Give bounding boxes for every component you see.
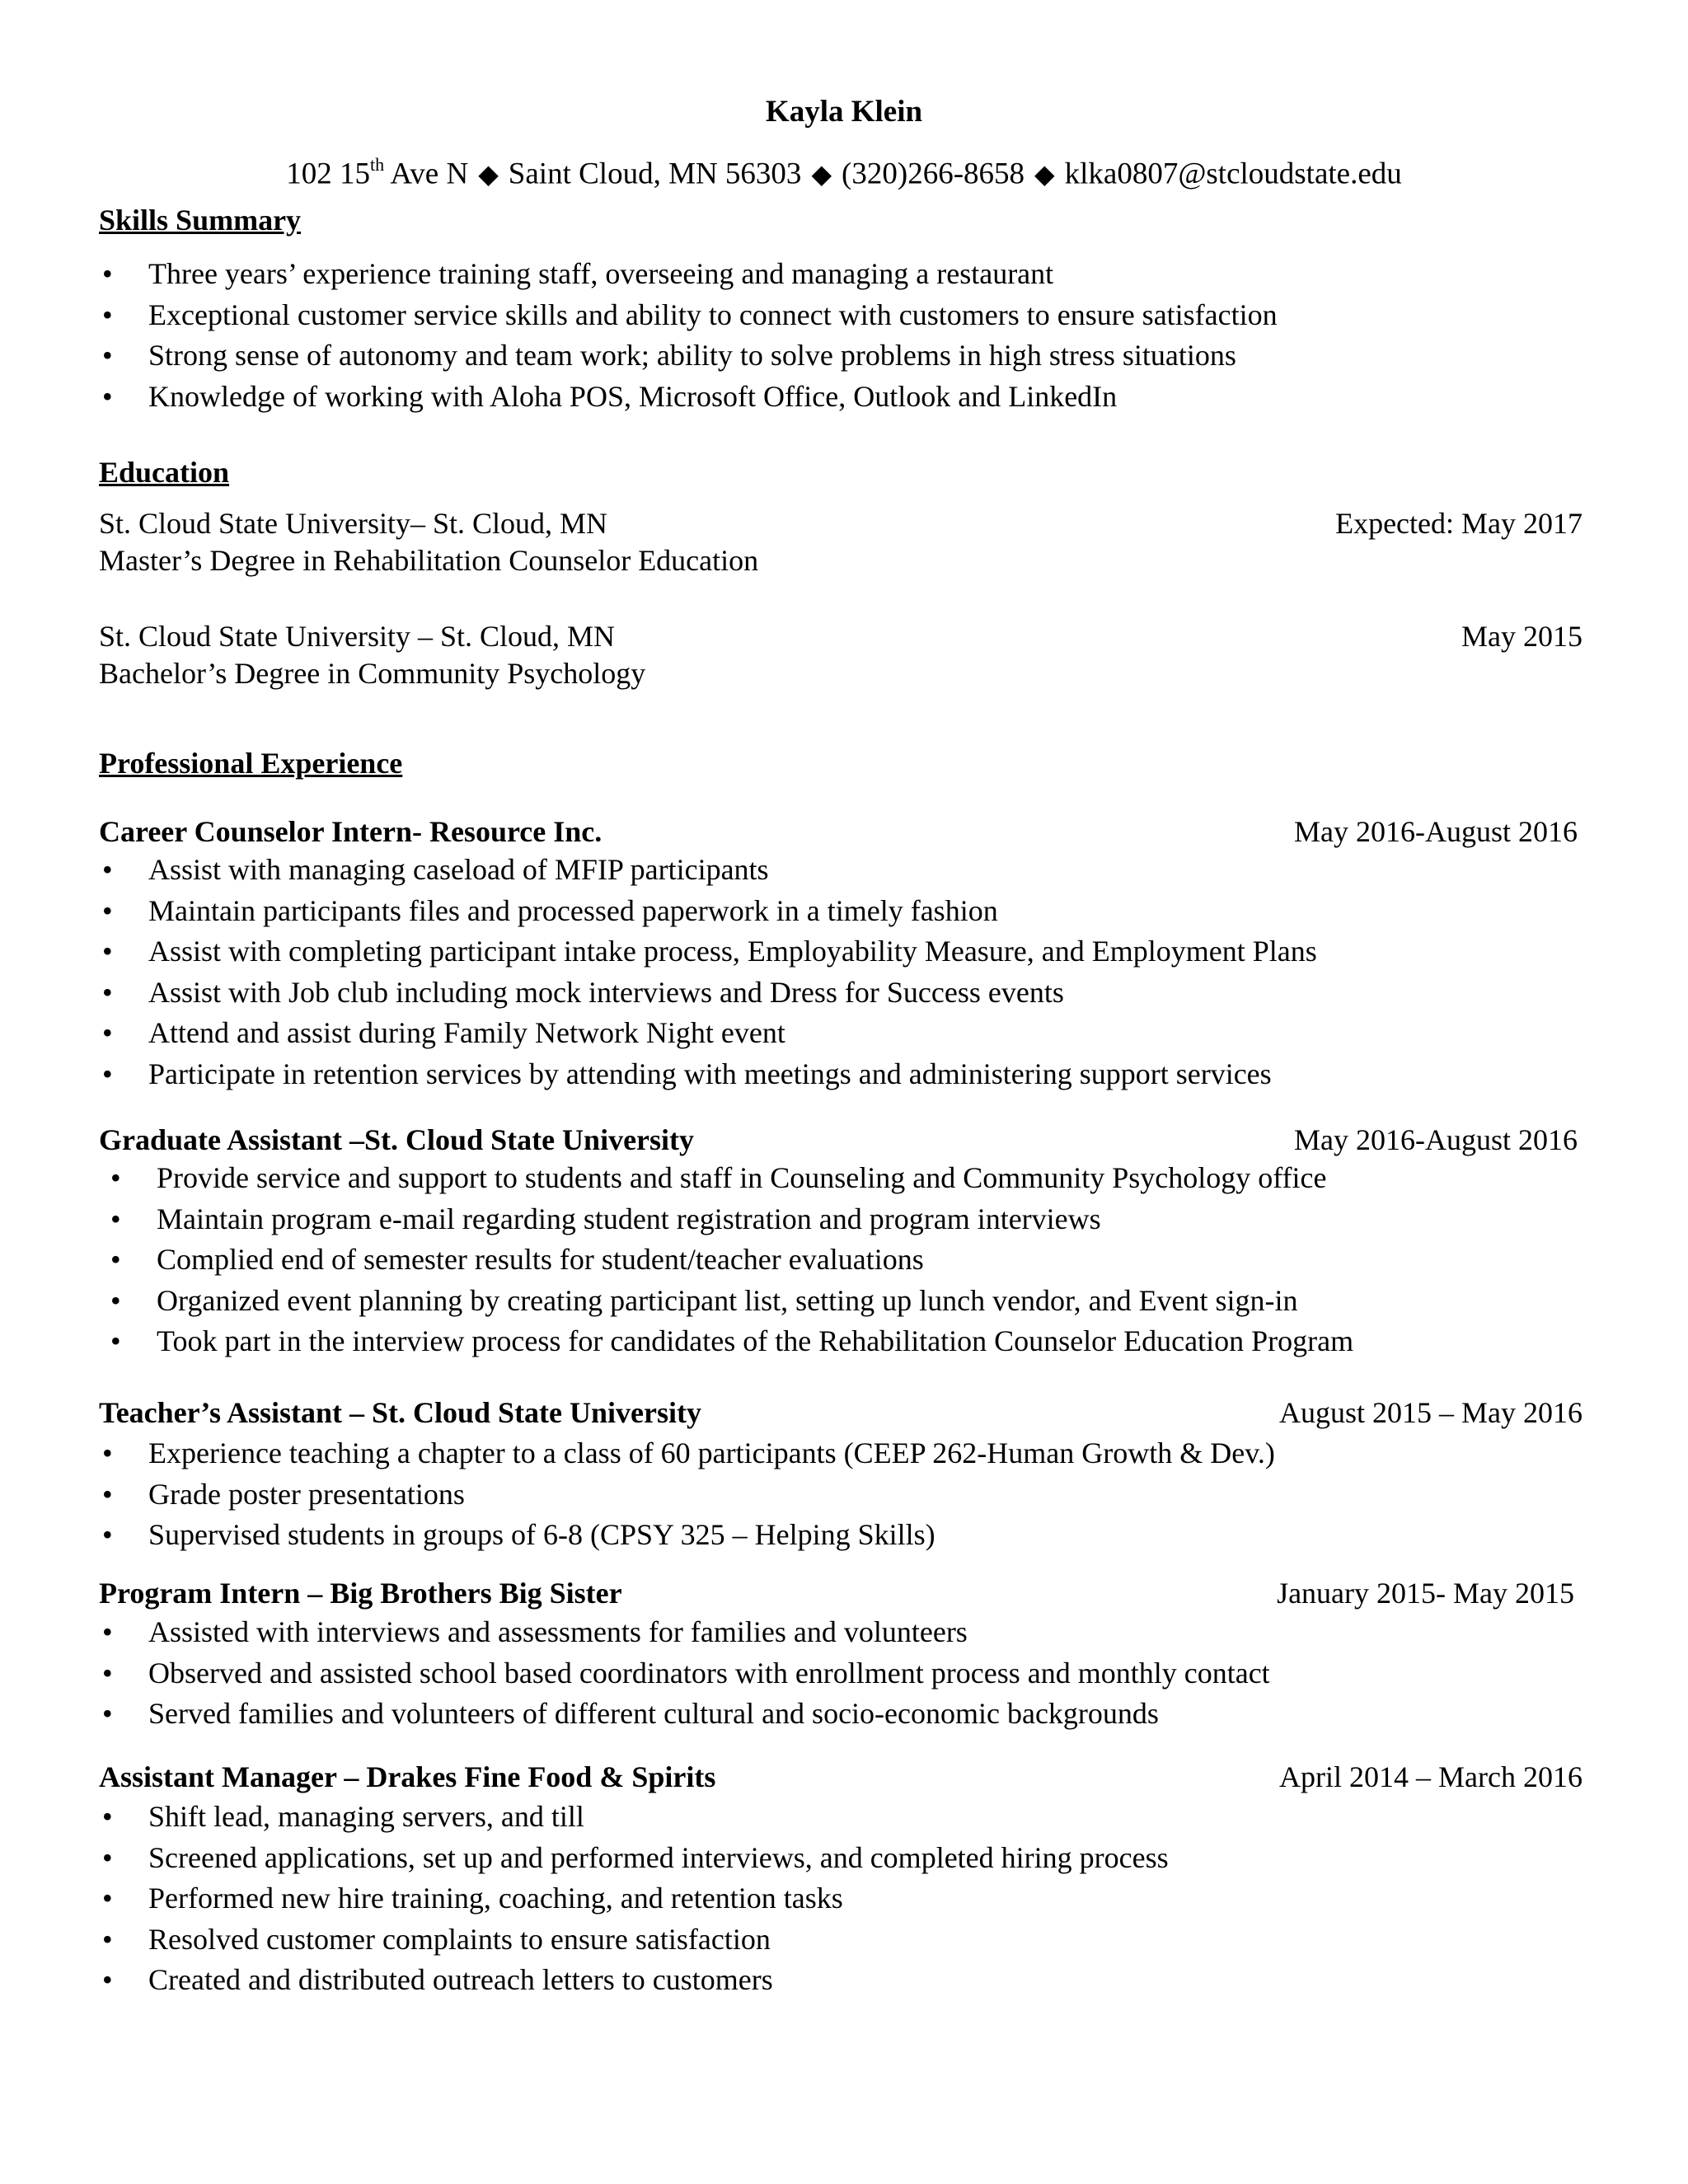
list-item: • Created and distributed outreach letters to customers <box>99 1961 1169 2003</box>
education-date: Expected: May 2017 <box>1335 507 1582 540</box>
address-city: Saint Cloud, MN 56303 <box>508 157 802 191</box>
contact-line <box>0 148 1688 192</box>
job-duties-list <box>99 1614 1270 1736</box>
job-title: Program Intern – Big Brothers Big Sister <box>99 1577 622 1610</box>
job-duties-list <box>99 1435 1275 1558</box>
address-number: 102 15 <box>286 157 370 191</box>
diamond-separator-icon: ◆ <box>1034 159 1055 190</box>
job-date: May 2016-August 2016 <box>1294 815 1578 848</box>
list-item: • Knowledge of working with Aloha POS, Microsoft Office, Outlook and LinkedIn <box>99 378 1278 419</box>
list-item: • Organized event planning by creating participant list, setting up lunch vendor, and Event sign-in <box>99 1282 1353 1324</box>
address-street: Ave N <box>384 157 469 191</box>
job-duties-list <box>99 1798 1169 2003</box>
list-item: • Supervised students in groups of 6-8 (CPSY 325 – Helping Skills) <box>99 1516 1275 1558</box>
list-item: • Resolved customer complaints to ensure satisfaction <box>99 1921 1169 1962</box>
job-title: Graduate Assistant –St. Cloud State University <box>99 1123 695 1156</box>
list-item: • Assisted with interviews and assessments for families and volunteers <box>99 1614 1270 1655</box>
job-date: April 2014 – March 2016 <box>1279 1760 1582 1793</box>
email-address: klka0807@stcloudstate.edu <box>1064 157 1402 191</box>
education-date: May 2015 <box>1461 620 1582 653</box>
list-item: • Exceptional customer service skills and ability to connect with customers to ensure satisfaction <box>99 297 1278 338</box>
candidate-name: Kayla Klein <box>765 95 923 129</box>
job-date: May 2016-August 2016 <box>1294 1123 1578 1156</box>
list-item: • Observed and assisted school based coordinators with enrollment process and monthly contact <box>99 1655 1270 1696</box>
list-item: • Screened applications, set up and performed interviews, and completed hiring process <box>99 1840 1169 1881</box>
education-degree: Master’s Degree in Rehabilitation Counselor Education <box>99 544 759 577</box>
list-item: • Experience teaching a chapter to a class of 60 participants (CEEP 262-Human Growth & Dev.) <box>99 1435 1275 1476</box>
address-ordinal: th <box>369 154 385 175</box>
skills-list <box>99 255 1278 419</box>
list-item: • Grade poster presentations <box>99 1476 1275 1517</box>
list-item: • Assist with managing caseload of MFIP participants <box>99 851 1317 893</box>
education-heading: Education <box>99 456 230 489</box>
job-date: January 2015- May 2015 <box>1277 1577 1574 1610</box>
diamond-separator-icon: ◆ <box>811 159 832 190</box>
list-item: • Performed new hire training, coaching, and retention tasks <box>99 1880 1169 1921</box>
list-item: • Took part in the interview process for candidates of the Rehabilitation Counselor Education Program <box>99 1323 1353 1364</box>
list-item: • Strong sense of autonomy and team work; ability to solve problems in high stress situations <box>99 337 1278 378</box>
diamond-separator-icon: ◆ <box>478 159 499 190</box>
list-item: • Assist with completing participant intake process, Employability Measure, and Employment Plans <box>99 933 1317 974</box>
list-item: • Shift lead, managing servers, and till <box>99 1798 1169 1840</box>
education-school: St. Cloud State University – St. Cloud, MN <box>99 620 616 653</box>
list-item: • Served families and volunteers of different cultural and socio-economic backgrounds <box>99 1695 1270 1736</box>
list-item: • Three years’ experience training staff, overseeing and managing a restaurant <box>99 255 1278 297</box>
job-title: Teacher’s Assistant – St. Cloud State University <box>99 1396 702 1429</box>
education-school: St. Cloud State University– St. Cloud, MN <box>99 507 608 540</box>
list-item: • Maintain participants files and processed paperwork in a timely fashion <box>99 893 1317 934</box>
job-date: August 2015 – May 2016 <box>1279 1396 1582 1429</box>
phone-number: (320)266-8658 <box>842 157 1025 191</box>
job-duties-list <box>99 851 1317 1096</box>
education-degree: Bachelor’s Degree in Community Psychology <box>99 657 646 690</box>
job-duties-list <box>99 1160 1353 1364</box>
list-item: • Provide service and support to students and staff in Counseling and Community Psychology office <box>99 1160 1353 1201</box>
list-item: • Attend and assist during Family Network Night event <box>99 1015 1317 1056</box>
experience-heading: Professional Experience <box>99 747 403 780</box>
list-item: • Participate in retention services by attending with meetings and administering support services <box>99 1056 1317 1097</box>
job-title: Assistant Manager – Drakes Fine Food & Spirits <box>99 1760 716 1793</box>
list-item: • Maintain program e-mail regarding student registration and program interviews <box>99 1201 1353 1242</box>
list-item: • Assist with Job club including mock interviews and Dress for Success events <box>99 974 1317 1015</box>
job-title: Career Counselor Intern- Resource Inc. <box>99 815 603 848</box>
skills-heading: Skills Summary <box>99 204 302 237</box>
list-item: • Complied end of semester results for student/teacher evaluations <box>99 1241 1353 1282</box>
